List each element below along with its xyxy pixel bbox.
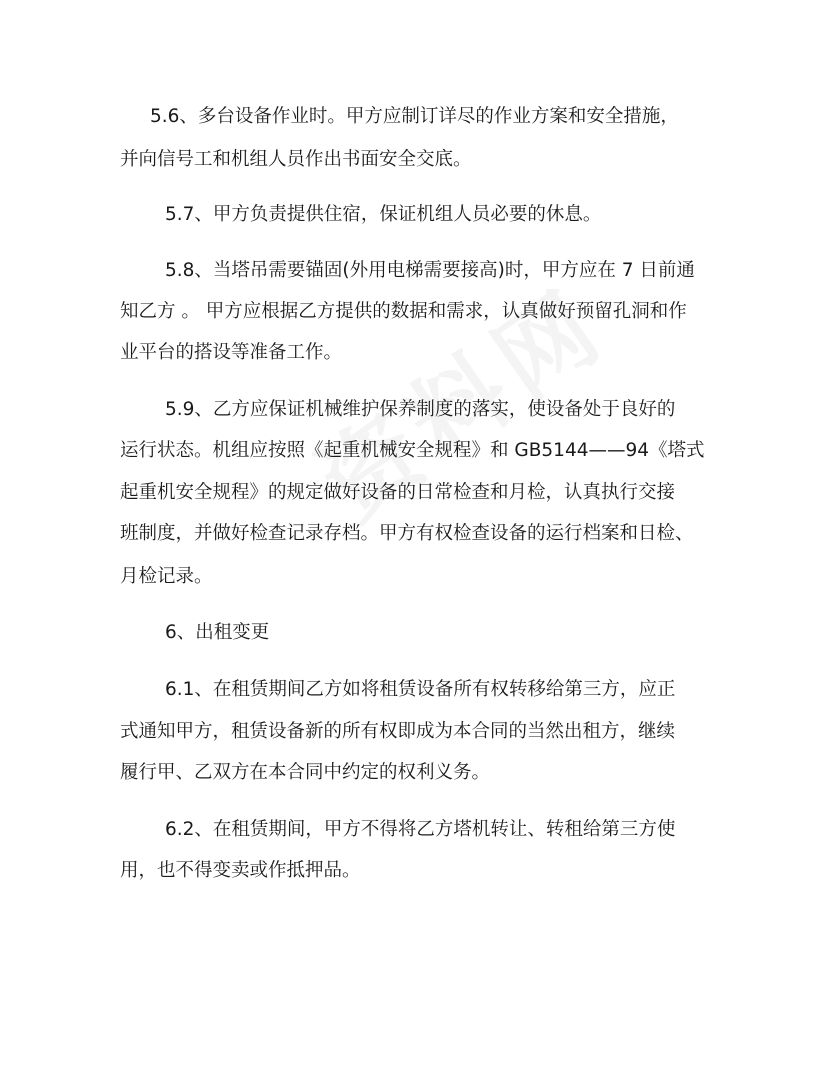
paragraph-5-9-line-1: 5.9、乙方应保证机械维护保养制度的落实，使设备处于良好的 (165, 399, 676, 420)
paragraph-6-2-line-2: 用，也不得变卖或作抵押品。 (120, 860, 361, 881)
paragraph-5-7-line-1: 5.7、甲方负责提供住宿，保证机组人员必要的休息。 (165, 204, 602, 225)
paragraph-5-8-line-1: 5.8、当塔吊需要锚固(外用电梯需要接高)时，甲方应在 7 日前通 (165, 260, 695, 281)
paragraph-5-9-line-2: 运行状态。机组应按照《起重机械安全规程》和 GB5144——94《塔式 (120, 440, 705, 461)
paragraph-5-9-line-4: 班制度，并做好检查记录存档。甲方有权检查设备的运行档案和日检、 (120, 523, 694, 544)
paragraph-6-2-line-1: 6.2、在租赁期间，甲方不得将乙方塔机转让、转租给第三方使 (165, 819, 676, 840)
paragraph-6-1-line-2: 式通知甲方，租赁设备新的所有权即成为本合同的当然出租方，继续 (120, 721, 676, 742)
paragraph-5-6-line-2: 并向信号工和机组人员作出书面安全交底。 (120, 149, 472, 170)
section-6-heading: 6、出租变更 (165, 622, 270, 643)
paragraph-6-1-line-3: 履行甲、乙双方在本合同中约定的权利义务。 (120, 762, 491, 783)
paragraph-5-8-line-2: 知乙方 。 甲方应根据乙方提供的数据和需求，认真做好预留孔洞和作 (120, 301, 687, 322)
paragraph-5-6-line-1: 5.6、多台设备作业时。甲方应制订详尽的作业方案和安全措施， (150, 106, 679, 127)
paragraph-5-8-line-3: 业平台的搭设等准备工作。 (120, 342, 343, 363)
paragraph-5-9-line-5: 月检记录。 (120, 566, 213, 587)
paragraph-5-9-line-3: 起重机安全规程》的规定做好设备的日常检查和月检，认真执行交接 (120, 482, 676, 503)
paragraph-6-1-line-1: 6.1、在租赁期间乙方如将租赁设备所有权转移给第三方，应正 (165, 679, 676, 700)
